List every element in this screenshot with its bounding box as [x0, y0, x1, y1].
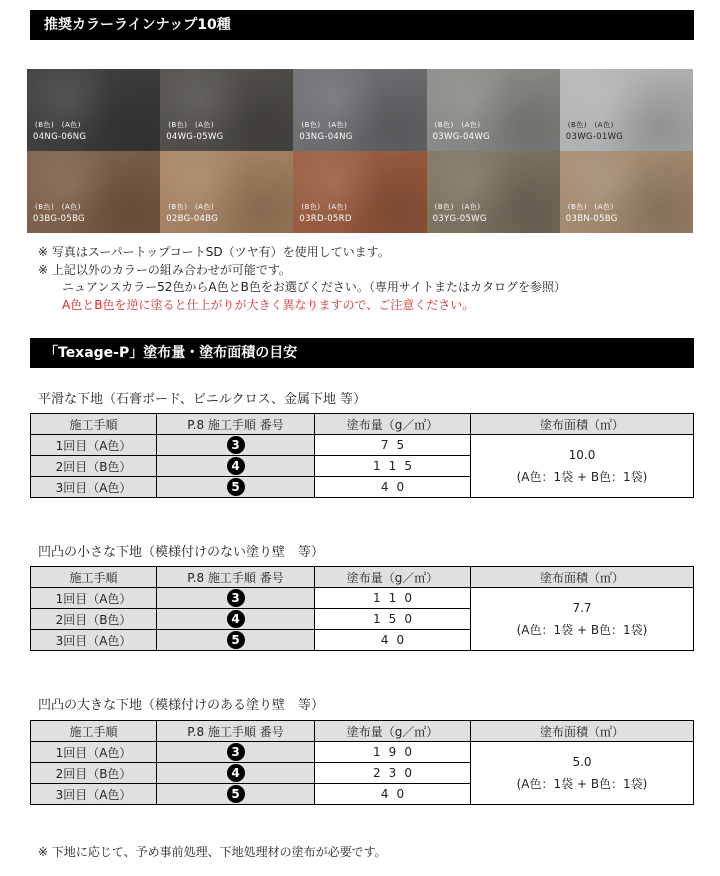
swatch-ab-label: (B色) (A色) — [35, 203, 82, 211]
amount-cell — [315, 456, 471, 477]
area-cell — [471, 588, 694, 651]
swatch-code: 04NG-06NG — [33, 132, 87, 142]
step-number-cell — [157, 763, 315, 784]
coverage-table — [30, 720, 694, 805]
amount-cell — [315, 588, 471, 609]
step-cell: 2回目（B色） — [31, 763, 157, 784]
col-header-step: 施工手順 — [31, 414, 157, 435]
amount-cell — [315, 609, 471, 630]
swatch-code: 03BG-05BG — [33, 214, 85, 224]
swatch-ab-label: (B色) (A色) — [567, 121, 614, 129]
col-header-amount: 塗布量（g／㎡） — [315, 567, 471, 588]
color-swatch-grid — [27, 69, 693, 233]
swatch — [27, 151, 160, 233]
swatch-code: 03BN-05BG — [565, 214, 618, 224]
step-number-cell — [157, 609, 315, 630]
table-title: 平滑な下地（石膏ボード、ビニルクロス、金属下地 等） — [38, 392, 367, 407]
swatch — [160, 69, 293, 151]
swatch-ab-label: (B色) (A色) — [168, 121, 215, 129]
step-number-cell — [157, 588, 315, 609]
amount-cell — [315, 742, 471, 763]
swatch-code: 03WG-01WG — [565, 132, 624, 142]
amount-value: 115 — [373, 459, 420, 473]
area-bags: (A色：1袋 + B色：1袋) — [516, 623, 648, 637]
swatch-ab-label: (B色) (A色) — [434, 121, 481, 129]
step-cell: 3回目（A色） — [31, 784, 157, 805]
step-number-cell — [157, 630, 315, 651]
step-number-badge: 5 — [227, 785, 245, 803]
col-header-number: P.8 施工手順 番号 — [157, 567, 315, 588]
col-header-amount: 塗布量（g／㎡） — [315, 721, 471, 742]
area-bags: (A色：1袋 + B色：1袋) — [516, 777, 648, 791]
swatch-ab-label: (B色) (A色) — [301, 121, 348, 129]
area-value: 7.7 — [572, 601, 592, 615]
swatch — [293, 151, 426, 233]
swatch-code: 03YG-05WG — [432, 214, 487, 224]
area-bags: (A色：1袋 + B色：1袋) — [516, 470, 648, 484]
note-photo: ※ 写真はスーパートップコートSD（ツヤ有）を使用しています。 — [38, 245, 390, 259]
amount-value: 110 — [373, 591, 420, 605]
step-number-badge: 3 — [227, 743, 245, 761]
swatch-ab-label: (B色) (A色) — [35, 121, 82, 129]
step-number-cell — [157, 456, 315, 477]
swatch — [560, 151, 693, 233]
step-number-badge: 4 — [227, 764, 245, 782]
step-cell: 1回目（A色） — [31, 435, 157, 456]
swatch-ab-label: (B色) (A色) — [301, 203, 348, 211]
amount-value: 40 — [380, 480, 413, 494]
step-number-badge: 3 — [227, 589, 245, 607]
step-cell: 3回目（A色） — [31, 630, 157, 651]
footnote: ※ 下地に応じて、予め事前処理、下地処理材の塗布が必要です。 — [38, 845, 387, 859]
amount-cell — [315, 435, 471, 456]
step-cell: 3回目（A色） — [31, 477, 157, 498]
table-row — [31, 435, 694, 456]
note-combination: ※ 上記以外のカラーの組み合わせが可能です。 — [38, 262, 291, 277]
note-warning: A色とB色を逆に塗ると仕上がりが大きく異なりますので、ご注意ください。 — [62, 297, 475, 312]
lineup-header: 推奨カラーラインナップ10種 — [30, 10, 694, 40]
step-number-badge: 3 — [227, 436, 245, 454]
swatch — [160, 151, 293, 233]
area-value: 5.0 — [572, 755, 592, 769]
swatch-code: 04WG-05WG — [166, 132, 224, 142]
col-header-area: 塗布面積（㎡） — [471, 721, 694, 742]
amount-value: 40 — [380, 787, 413, 801]
step-cell: 2回目（B色） — [31, 456, 157, 477]
table-title: 凹凸の小さな下地（模様付けのない塗り壁 等） — [38, 545, 325, 560]
amount-cell — [315, 784, 471, 805]
step-number-cell — [157, 435, 315, 456]
area-value: 10.0 — [568, 448, 596, 462]
coverage-table — [30, 566, 694, 651]
swatch-code: 03NG-04NG — [299, 132, 353, 142]
step-number-cell — [157, 477, 315, 498]
step-cell: 1回目（A色） — [31, 588, 157, 609]
swatch-ab-label: (B色) (A色) — [168, 203, 215, 211]
step-number-badge: 5 — [227, 478, 245, 496]
table-row — [31, 742, 694, 763]
area-cell — [471, 742, 694, 805]
swatch-code: 02BG-04BG — [166, 214, 219, 224]
coverage-header: 「Texage-P」塗布量・塗布面積の目安 — [30, 338, 694, 368]
col-header-number: P.8 施工手順 番号 — [157, 721, 315, 742]
step-number-badge: 4 — [227, 610, 245, 628]
col-header-area: 塗布面積（㎡） — [471, 567, 694, 588]
step-number-cell — [157, 742, 315, 763]
swatch-code: 03RD-05RD — [299, 214, 352, 224]
swatch — [27, 69, 160, 151]
table-title: 凹凸の大きな下地（模様付けのある塗り壁 等） — [38, 698, 325, 713]
notes — [38, 244, 566, 314]
col-header-amount: 塗布量（g／㎡） — [315, 414, 471, 435]
swatch-ab-label: (B色) (A色) — [434, 203, 481, 211]
step-cell: 2回目（B色） — [31, 609, 157, 630]
swatch-code: 03WG-04WG — [432, 132, 490, 142]
step-number-cell — [157, 784, 315, 805]
swatch — [427, 69, 560, 151]
swatch — [560, 69, 693, 151]
amount-value: 40 — [380, 633, 413, 647]
area-cell — [471, 435, 694, 498]
table-row — [31, 588, 694, 609]
col-header-step: 施工手順 — [31, 721, 157, 742]
swatch-ab-label: (B色) (A色) — [567, 203, 614, 211]
amount-cell — [315, 630, 471, 651]
amount-cell — [315, 477, 471, 498]
step-cell: 1回目（A色） — [31, 742, 157, 763]
step-number-badge: 5 — [227, 631, 245, 649]
col-header-number: P.8 施工手順 番号 — [157, 414, 315, 435]
col-header-step: 施工手順 — [31, 567, 157, 588]
amount-value: 230 — [373, 766, 420, 780]
amount-value: 190 — [373, 745, 420, 759]
amount-cell — [315, 763, 471, 784]
swatch — [293, 69, 426, 151]
col-header-area: 塗布面積（㎡） — [471, 414, 694, 435]
step-number-badge: 4 — [227, 457, 245, 475]
note-nuance: ニュアンスカラー52色からA色とB色をお選びください。（専用サイトまたはカタログを参照） — [62, 280, 567, 294]
amount-value: 75 — [380, 438, 413, 452]
swatch — [427, 151, 560, 233]
amount-value: 150 — [373, 612, 420, 626]
coverage-table — [30, 413, 694, 498]
